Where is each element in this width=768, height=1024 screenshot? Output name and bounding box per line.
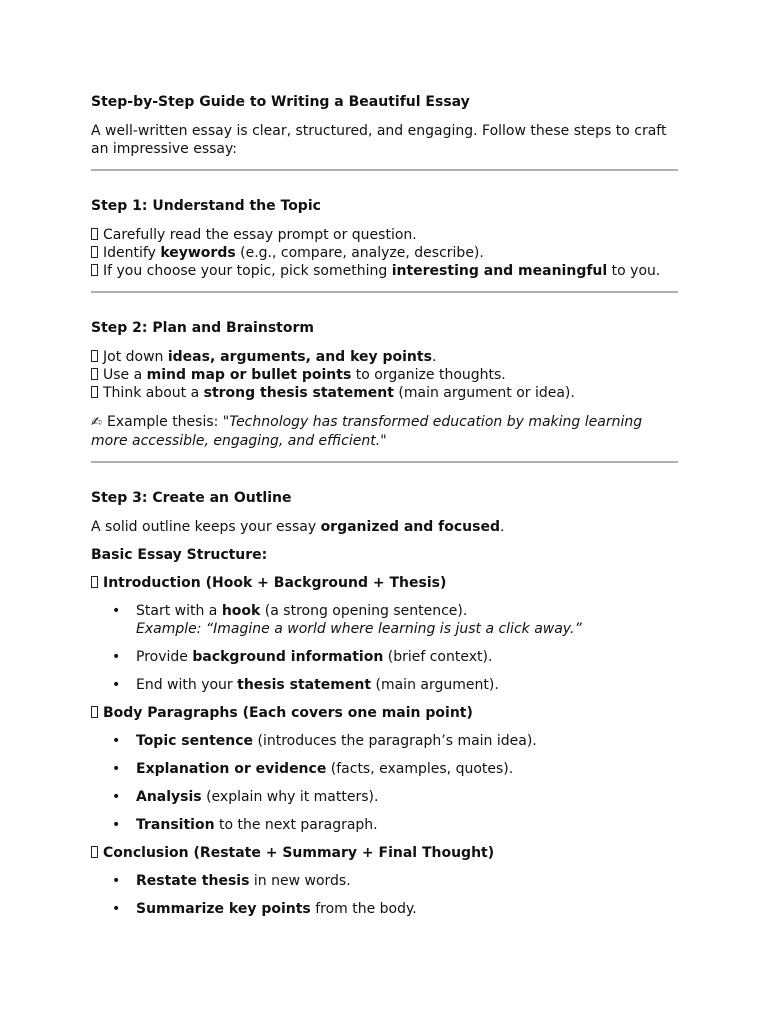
introduction-heading: Introduction (Hook + Background + Thesis) [91, 574, 678, 592]
step2-lines [91, 348, 678, 402]
body-paragraphs-heading: Body Paragraphs (Each covers one main point) [91, 704, 678, 722]
conclusion-heading: Conclusion (Restate + Summary + Final Thought) [91, 844, 678, 862]
checkbox-icon [91, 368, 98, 380]
list-item: • End with your thesis statement (main argument). [91, 676, 678, 694]
step1-lines [91, 226, 678, 280]
checkbox-icon [91, 386, 98, 398]
checkbox-icon [91, 228, 98, 240]
outline-paragraph: A solid outline keeps your essay organized and focused. [91, 519, 505, 535]
step2-heading: Step 2: Plan and Brainstorm [91, 320, 314, 336]
checkbox-icon [91, 706, 98, 718]
structure-heading: Basic Essay Structure: [91, 547, 268, 563]
document-title: Step-by-Step Guide to Writing a Beautiful Essay [91, 94, 470, 110]
step1-line: Identify keywords (e.g., compare, analyze, describe). [91, 244, 678, 262]
divider [91, 291, 678, 293]
divider [91, 461, 678, 463]
list-item: • Analysis (explain why it matters). [91, 788, 678, 806]
list-item: • Topic sentence (introduces the paragraph’s main idea). [91, 732, 678, 750]
list-item: • Provide background information (brief context). [91, 648, 678, 666]
list-item: • Summarize key points from the body. [91, 900, 678, 918]
step2-line: Use a mind map or bullet points to organize thoughts. [91, 366, 678, 384]
step1-line: Carefully read the essay prompt or question. [91, 226, 678, 244]
body-paragraphs-list [91, 732, 678, 834]
divider [91, 169, 678, 171]
step3-heading: Step 3: Create an Outline [91, 490, 292, 506]
introduction-list [91, 602, 678, 694]
writing-hand-icon: ✍ [91, 415, 102, 430]
checkbox-icon [91, 576, 98, 588]
example-thesis: ✍ Example thesis: "Technology has transformed education by making learning more accessible, engaging, and efficient." [91, 414, 643, 449]
checkbox-icon [91, 246, 98, 258]
list-item: • Transition to the next paragraph. [91, 816, 678, 834]
step2-line: Jot down ideas, arguments, and key points. [91, 348, 678, 366]
intro-paragraph: A well-written essay is clear, structured, and engaging. Follow these steps to craft an impressive essay: [91, 123, 667, 157]
step1-heading: Step 1: Understand the Topic [91, 198, 321, 214]
checkbox-icon [91, 846, 98, 858]
conclusion-list [91, 872, 678, 918]
hook-example: Example: “Imagine a world where learning is just a click away.” [136, 621, 582, 637]
checkbox-icon [91, 350, 98, 362]
list-item: • Explanation or evidence (facts, examples, quotes). [91, 760, 678, 778]
step2-line: Think about a strong thesis statement (main argument or idea). [91, 384, 678, 402]
list-item: • Start with a hook (a strong opening sentence). Example: “Imagine a world where learning is just a click away.” [91, 602, 678, 638]
checkbox-icon [91, 264, 98, 276]
list-item: • Restate thesis in new words. [91, 872, 678, 890]
step1-line: If you choose your topic, pick something interesting and meaningful to you. [91, 262, 678, 280]
